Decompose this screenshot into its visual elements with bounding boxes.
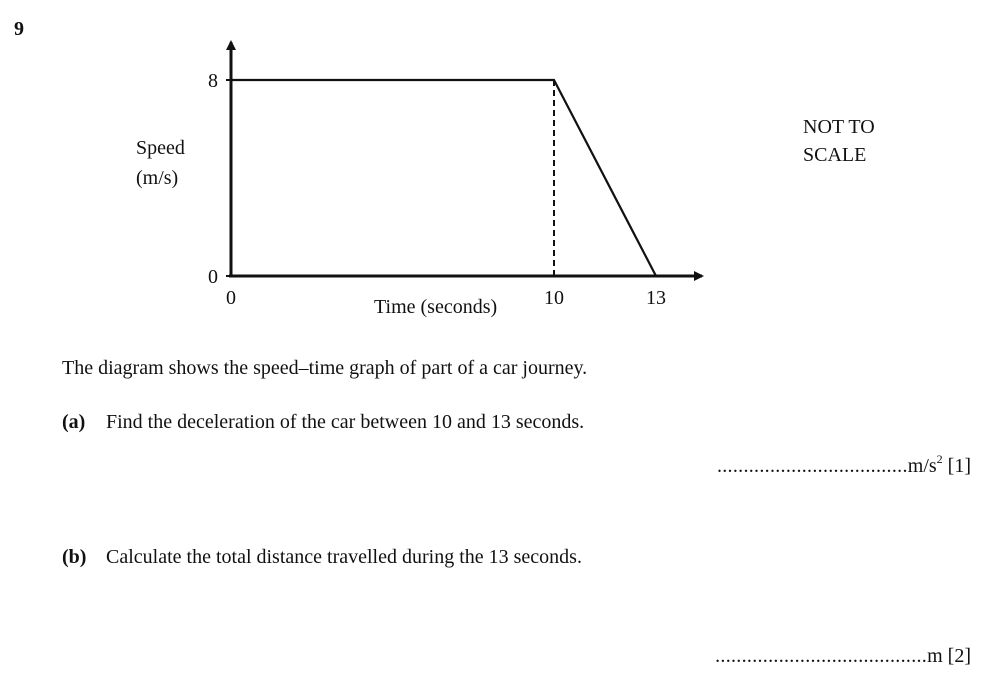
unit: m/s <box>907 455 937 477</box>
y-label-line1: Speed <box>136 137 185 159</box>
x-tick-label: 10 <box>544 287 564 309</box>
unit: m <box>927 645 943 667</box>
x-label: Time (seconds) <box>374 296 498 318</box>
question-number: 9 <box>14 18 24 40</box>
answer-line[interactable]: .................................... <box>716 455 908 477</box>
y-tick-label: 0 <box>208 266 218 288</box>
intro-text: The diagram shows the speed–time graph of part of a car journey. <box>62 357 588 379</box>
unit-superscript: 2 <box>936 452 943 466</box>
marks: [2] <box>947 645 971 667</box>
y-label-line2: (m/s) <box>136 167 179 189</box>
x-tick-label: 0 <box>226 287 236 309</box>
part-b-label: (b) <box>62 546 87 568</box>
not-to-scale-note-line2: SCALE <box>803 144 867 166</box>
answer-line[interactable]: ........................................ <box>715 645 928 667</box>
not-to-scale-note-line1: NOT TO <box>803 116 875 138</box>
x-tick-label: 13 <box>646 287 666 309</box>
part-a-answer[interactable] <box>716 452 971 477</box>
part-b-text: Calculate the total distance travelled during the 13 seconds. <box>106 546 582 568</box>
part-a-label: (a) <box>62 411 86 433</box>
speed-time-graph <box>0 0 1005 340</box>
marks: [1] <box>947 455 971 477</box>
part-b-answer[interactable] <box>715 646 971 666</box>
speed-line <box>231 80 656 276</box>
y-tick-label: 8 <box>208 70 218 92</box>
part-a-text: Find the deceleration of the car between 10 and 13 seconds. <box>106 411 585 433</box>
